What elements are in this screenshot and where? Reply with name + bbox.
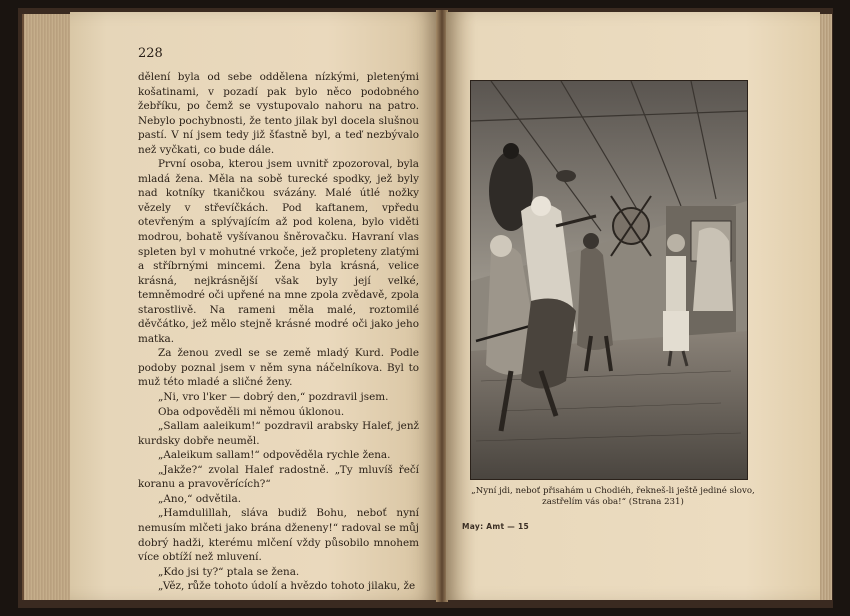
left-page-edges (22, 14, 74, 600)
paragraph: „Sallam aaleikum!“ pozdravil arabsky Halef, jenž kurdsky dobře neuměl. (138, 420, 419, 447)
right-page-edges (818, 14, 832, 600)
paragraph: „Věz, růže tohoto údolí a hvězdo tohoto jilaku, že (158, 580, 416, 593)
paragraph: Za ženou zvedl se se země mladý Kurd. Podle podoby poznal jsem v něm syna náčelníkova. Byl to muž této mladé a sličné ženy. (138, 347, 419, 389)
illustration-caption: „Nyní jdi, neboť přisahám u Chodiéh, řekneš-li ještě jediné slovo, zastřelím vás oba!“ (Strana 231) (471, 486, 755, 507)
paragraph: „Kdo jsi ty?“ ptala se žena. (158, 565, 300, 578)
paragraph: „Aaleikum sallam!“ odpověděla rychle žena. (158, 449, 391, 462)
paragraph: „Jakže?“ zvolal Halef radostně. „Ty mluvíš řečí koranu a pravověrících?“ (138, 463, 419, 491)
paragraph: „Ano,“ odvětila. (158, 492, 241, 505)
paragraph: Oba odpověděli mi němou úklonou. (158, 405, 345, 418)
paragraph: „Hamdulillah, sláva budiž Bohu, neboť nyní nemusím mlčeti jako brána dženeny!“ radoval se můj dobrý hadži, kterému mlčení vždy působilo mnohem více obtíží než mluvení. (138, 507, 419, 564)
printer-signature: May: Amt — 15 (462, 522, 530, 531)
page-number: 228 (138, 46, 163, 61)
left-page-text (138, 70, 419, 594)
paragraph: dělení byla od sebe oddělena nízkými, pletenými košatinami, v pozadí pak bylo něco podobného žebříku, po čemž se vystupovalo nahoru na patro. Nebylo pochybnosti, že tento jilak byl docela slušnou pastí. V ní jsem tedy již šťastně byl, a teď nezbývalo než vyčkati, co bude dále. (138, 71, 419, 156)
paragraph: První osoba, kterou jsem uvnitř zpozoroval, byla mladá žena. Měla na sobě turecké spodky, jež byly nad kotníky tkaničkou svázány. Malé útlé nožky vězely v střevíčkách. Pod kaftanem, vpředu otevřeným a splývajícím až pod kolena, bylo viděti modrou, bohatě vyšívanou šněrovačku. Havraní vlas spleten byl v mohutné vrkoče, jež propleteny zlatými a stříbrnými mincemi. Žena byla krásná, velice krásná, nejkrásnější však byly její velké, temněmodré oči upřené na mne zpola zvědavě, zpola starostlivě. Na rameni měla malé, roztomilé děvčátko, jež mělo stejně krásné modré oči jako jeho matka. (138, 158, 419, 345)
illustration-drawing (471, 81, 747, 479)
paragraph: „Ni, vro l'ker — dobrý den,“ pozdravil jsem. (158, 391, 389, 404)
engraving-illustration (470, 80, 748, 480)
